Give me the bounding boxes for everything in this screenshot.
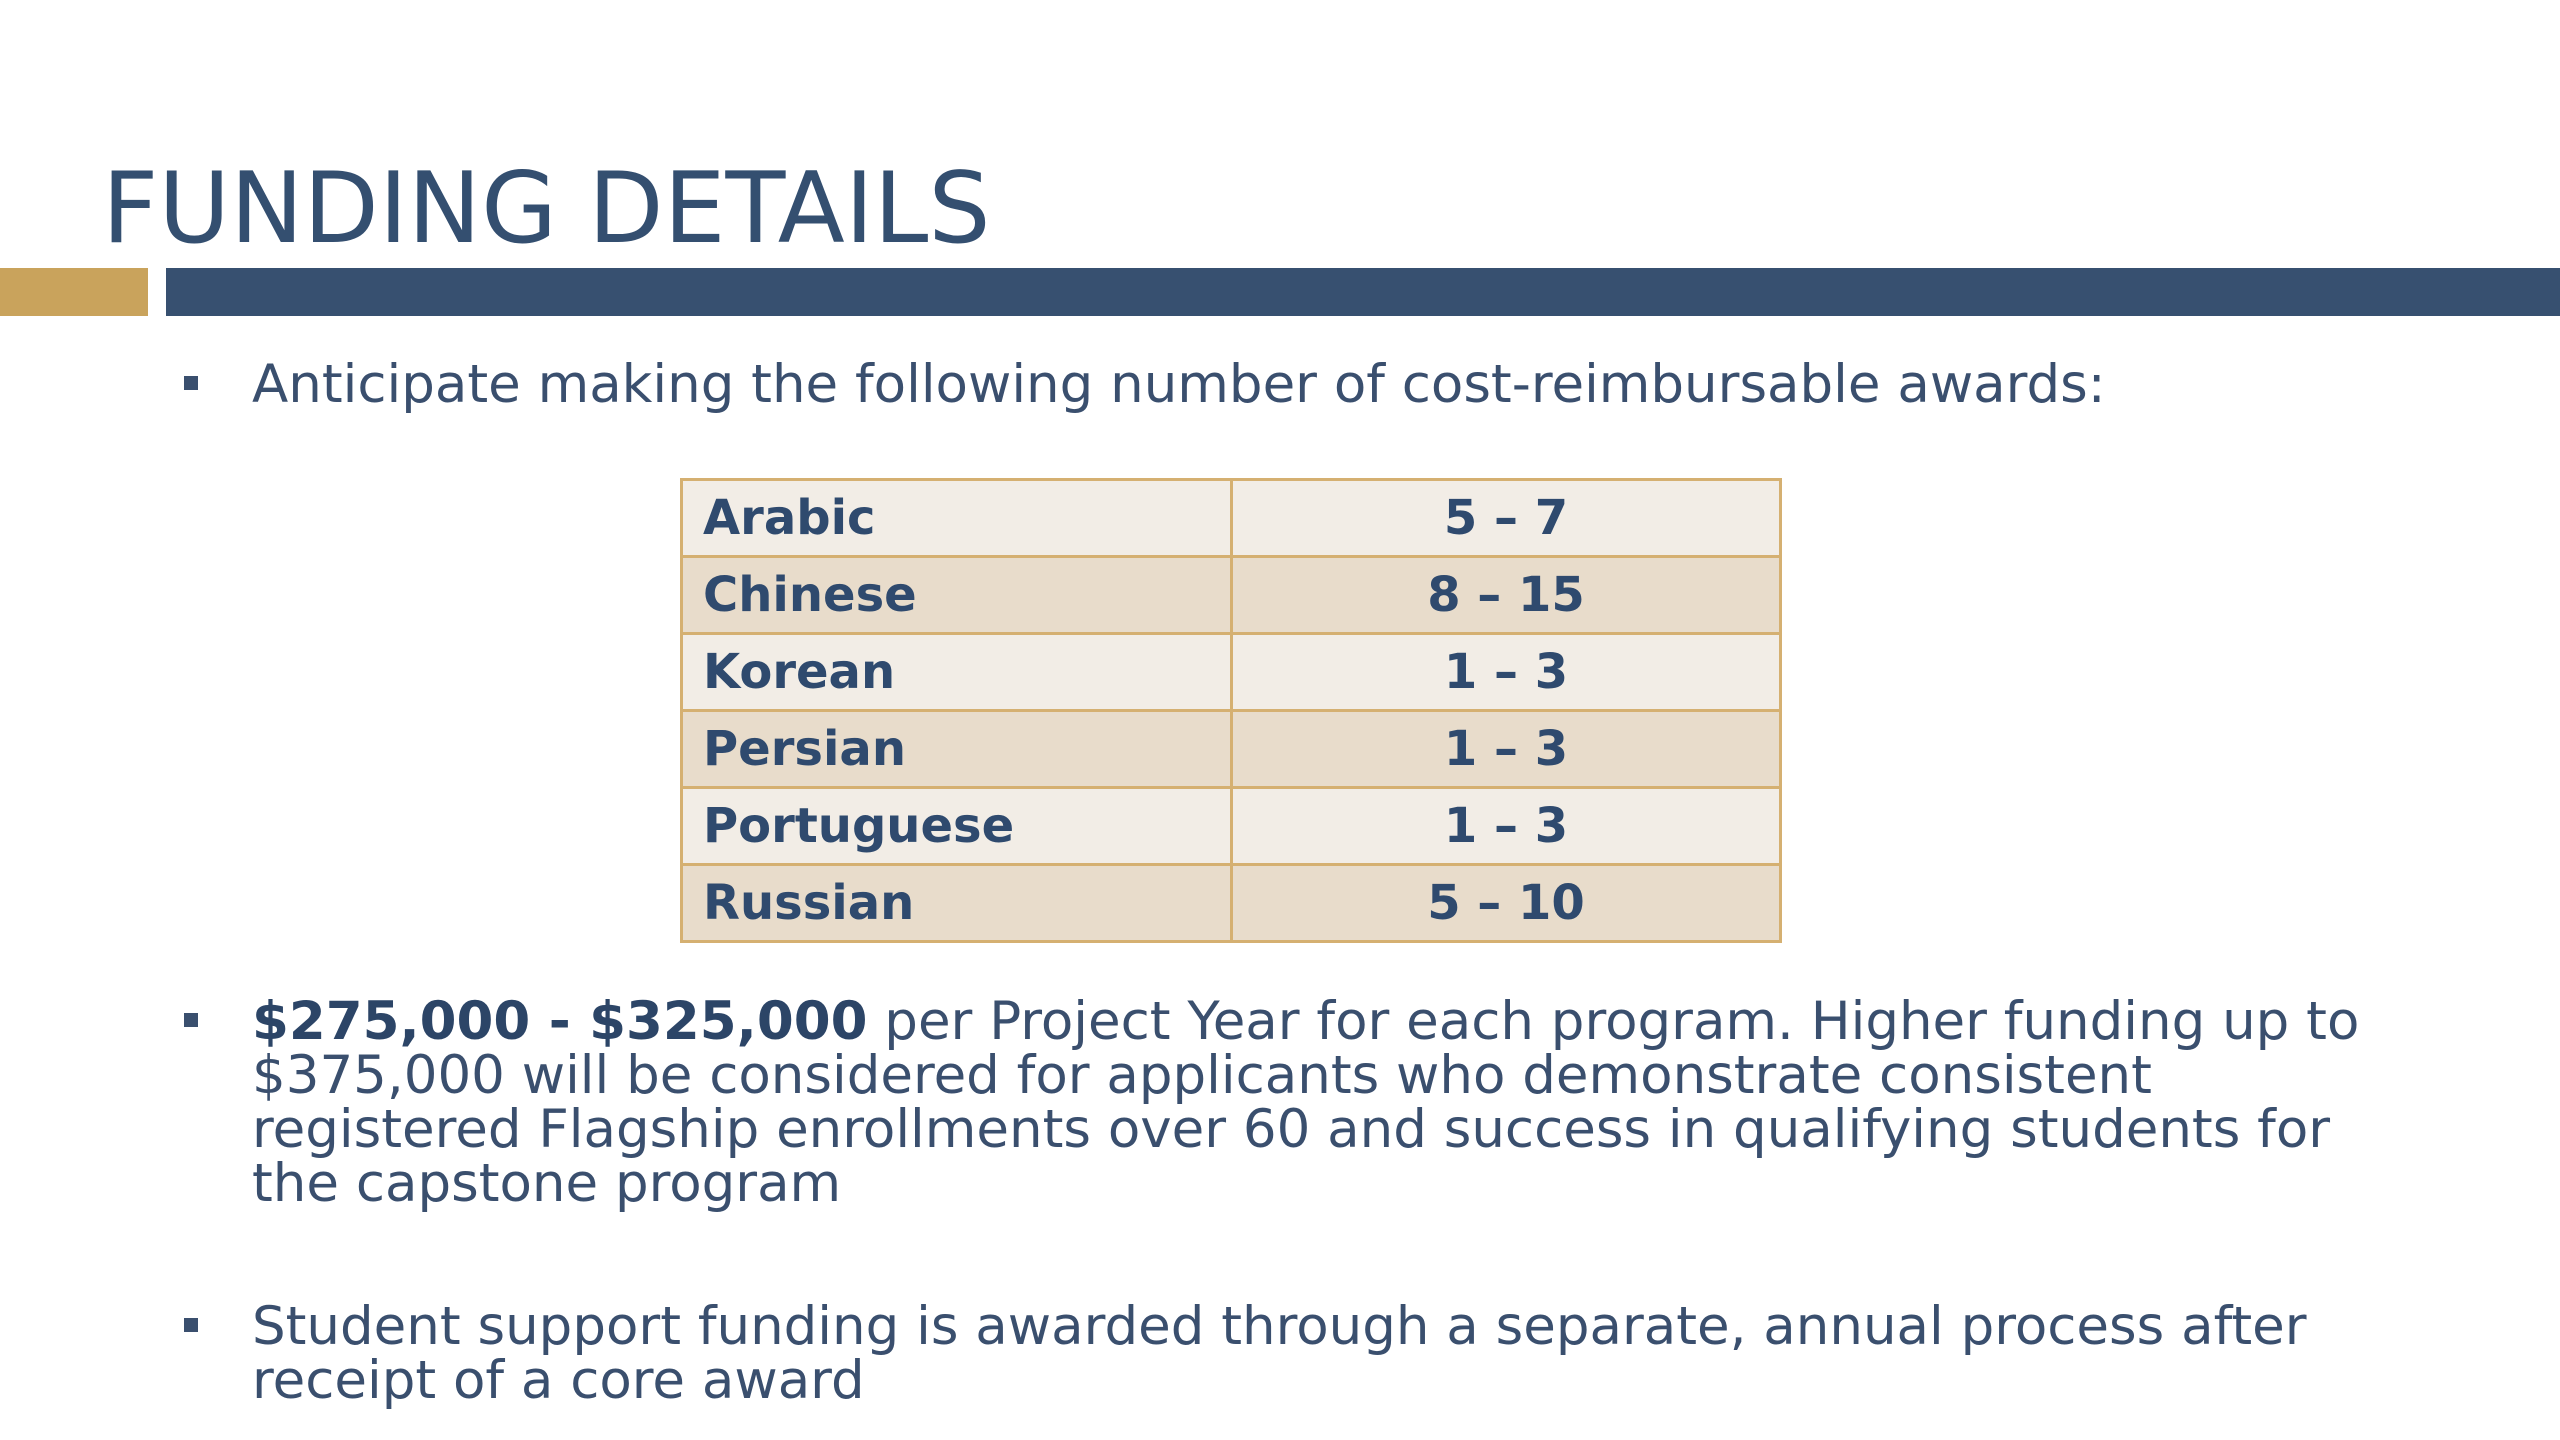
table-row xyxy=(683,863,1779,940)
table-row xyxy=(683,555,1779,632)
slide-title: FUNDING DETAILS xyxy=(102,152,991,266)
bullet-student-support: Student support funding is awarded through a separate, annual process after receipt of a core award xyxy=(252,1296,2307,1411)
language-cell: Arabic xyxy=(683,481,1233,555)
table-row xyxy=(683,709,1779,786)
bullet-marker xyxy=(184,1318,198,1332)
table-row xyxy=(683,481,1779,555)
bullet-marker xyxy=(184,1013,198,1027)
funding-description: per Project Year for each program. Higher funding up to $375,000 will be considered for applicants who demonstrate consistent registered Flagship enrollments over 60 and success in qualifying students for the capstone program xyxy=(252,991,2360,1214)
language-cell: Korean xyxy=(683,635,1233,709)
awards-cell: 5 – 10 xyxy=(1427,875,1585,931)
language-cell: Portuguese xyxy=(683,789,1233,863)
bullet-awards-intro: Anticipate making the following number of cost-reimbursable awards: xyxy=(252,354,2106,415)
title-underline-blue xyxy=(166,268,2560,316)
bullet-marker xyxy=(184,376,198,390)
language-cell: Chinese xyxy=(683,558,1233,632)
title-underline-gold xyxy=(0,268,148,316)
table-row xyxy=(683,632,1779,709)
awards-cell: 1 – 3 xyxy=(1443,644,1569,700)
awards-cell: 1 – 3 xyxy=(1443,798,1569,854)
table-row xyxy=(683,786,1779,863)
language-cell: Persian xyxy=(683,712,1233,786)
awards-cell: 1 – 3 xyxy=(1443,721,1569,777)
awards-table xyxy=(680,478,1782,943)
funding-range: $275,000 - $325,000 xyxy=(252,991,868,1052)
awards-cell: 5 – 7 xyxy=(1443,490,1569,546)
awards-cell: 8 – 15 xyxy=(1427,567,1585,623)
bullet-funding-amount xyxy=(252,991,2402,1214)
language-cell: Russian xyxy=(683,866,1233,940)
